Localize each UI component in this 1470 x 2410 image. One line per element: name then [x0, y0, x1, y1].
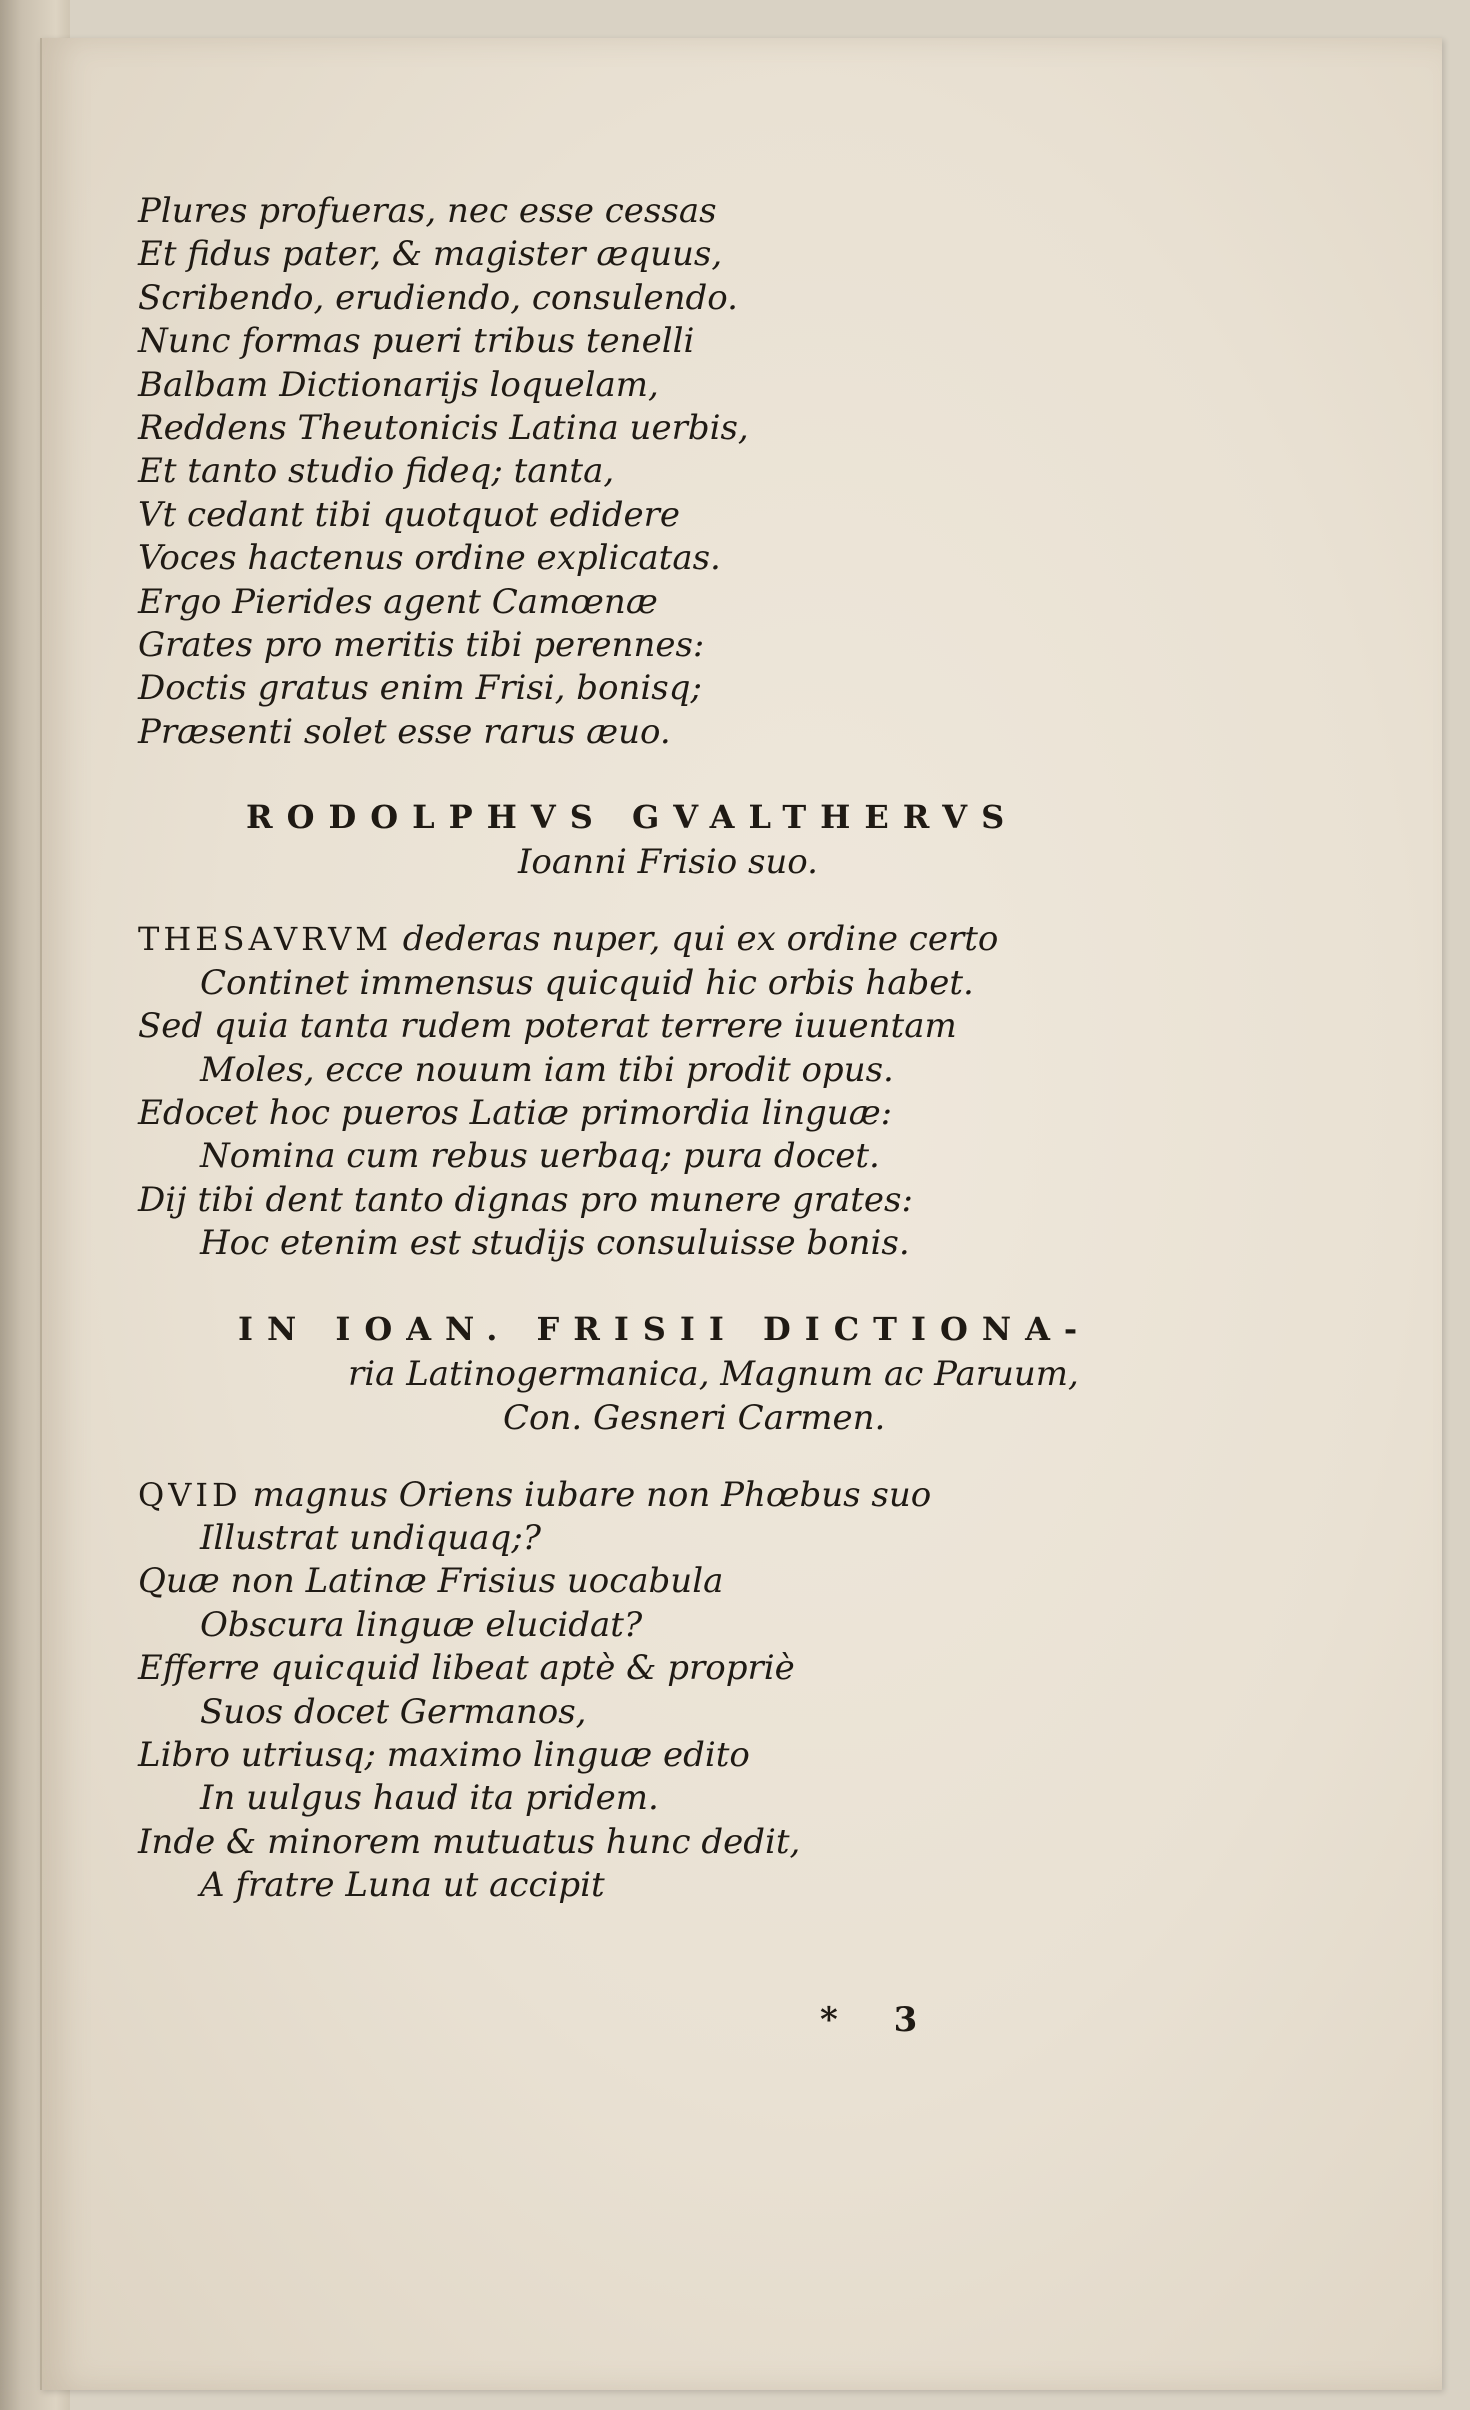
section-subheading: Con. Gesneri Carmen. — [503, 1397, 886, 1438]
poem-line: Moles, ecce nouum iam tibi prodit opus. — [200, 1049, 894, 1090]
section-subheading: ria Latinogermanica, Magnum ac Paruum, — [348, 1353, 1079, 1394]
poem-line: Libro utriusq; maximo linguæ edito — [138, 1734, 750, 1775]
poem-line — [138, 918, 1158, 961]
poem-line: Voces hactenus ordine explicatas. — [138, 538, 721, 579]
poem-line: Efferre quicquid libeat aptè & propriè — [138, 1648, 795, 1689]
poem-line: Nomina cum rebus uerbaq; pura docet. — [200, 1136, 880, 1177]
poem-line: Ergo Pierides agent Camœnæ — [138, 581, 658, 622]
section-heading: IN IOAN. FRISII DICTIONA- — [238, 1309, 1092, 1348]
signature-mark: * 3 — [820, 2000, 940, 2040]
opening-word: THESAVRVM — [138, 920, 392, 959]
show-through-text — [1222, 238, 1442, 1958]
poem-line: Inde & minorem mutuatus hunc dedit, — [138, 1821, 801, 1862]
poem-line: Et fidus pater, & magister æquus, — [138, 234, 723, 275]
poem-line: In uulgus haud ita pridem. — [200, 1778, 659, 1819]
poem-line: Grates pro meritis tibi perennes: — [138, 625, 705, 666]
poem-3 — [138, 1306, 1158, 1908]
poem-line: Hoc etenim est studijs consuluisse bonis. — [200, 1223, 910, 1264]
poem-line: Quæ non Latinæ Frisius uocabula — [138, 1561, 724, 1602]
poem-line: Præsenti solet esse rarus æuo. — [138, 711, 671, 752]
poem-line: Illustrat undiquaq;? — [200, 1517, 541, 1558]
poem-line — [138, 1474, 1158, 1517]
section-subheading: Ioanni Frisio suo. — [518, 842, 818, 883]
poem-line: Doctis gratus enim Frisi, bonisq; — [138, 668, 702, 709]
poem-1 — [138, 190, 1158, 754]
poem-line: Obscura linguæ elucidat? — [200, 1604, 643, 1645]
poem-line: Edocet hoc pueros Latiæ primordia linguæ: — [138, 1092, 893, 1133]
poem-line: Balbam Dictionarijs loquelam, — [138, 364, 659, 405]
poem-line: Vt cedant tibi quotquot edidere — [138, 494, 680, 535]
poem-line-rest: magnus Oriens iubare non Phœbus suo — [241, 1474, 932, 1515]
poem-line-rest: dederas nuper, qui ex ordine certo — [391, 919, 999, 960]
page-text — [138, 190, 1158, 1908]
poem-line: A fratre Luna ut accipit — [200, 1865, 605, 1906]
poem-line: Nunc formas pueri tribus tenelli — [138, 321, 695, 362]
poem-line: Et tanto studio fideq; tanta, — [138, 451, 615, 492]
poem-line: Dij tibi dent tanto dignas pro munere grates: — [138, 1179, 913, 1220]
opening-word: QVID — [138, 1475, 242, 1514]
poem-line: Sed quia tanta rudem poterat terrere iuuentam — [138, 1006, 957, 1047]
section-heading: RODOLPHVS GVALTHERVS — [246, 798, 1019, 837]
poem-line: Continet immensus quicquid hic orbis habet. — [200, 962, 974, 1003]
poem-2 — [138, 794, 1158, 1265]
poem-line: Reddens Theutonicis Latina uerbis, — [138, 408, 749, 449]
poem-line: Suos docet Germanos, — [200, 1691, 587, 1732]
poem-line: Plures profueras, nec esse cessas — [138, 191, 717, 231]
poem-line: Scribendo, erudiendo, consulendo. — [138, 277, 738, 318]
